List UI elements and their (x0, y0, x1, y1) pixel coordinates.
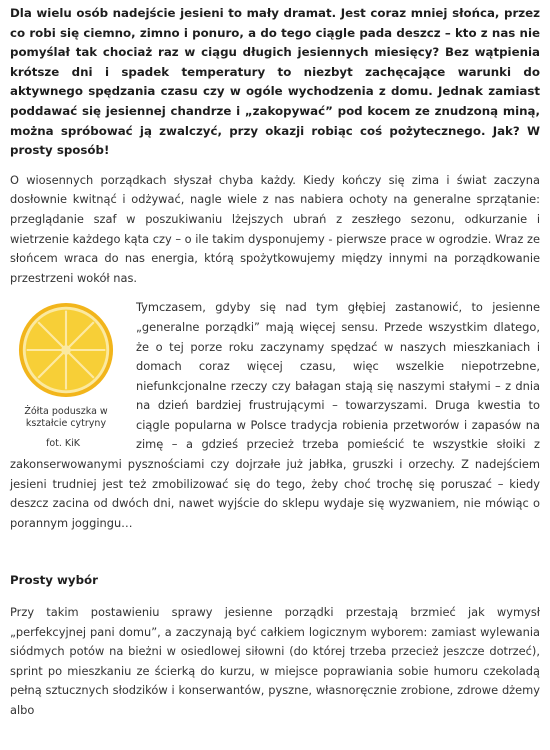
paragraph-spring-cleaning: O wiosennych porządkach słyszał chyba każdy. Kiedy kończy się zima i świat zaczyna dosłownie kwitnąć i odżywać, nagle wiele z nas nabiera ochoty na generalne sprzątanie: przeglądanie szaf w poszukiwaniu lżejszych ubrań z zeszłego sezonu, odkurzanie i wietrzenie każdego kąta czy – o ile takim dysponujemy - pierwsze prace w ogrodzie. Wraz ze słońcem wraca do nas energia, którą spożytkowujemy między innymi na porządkowanie przestrzeni wokół nas. (10, 172, 540, 285)
lemon-cushion-image (18, 302, 114, 398)
figure-credit: fot. KiK (45, 438, 81, 450)
lemon-figure (10, 302, 122, 450)
article (10, 4, 540, 721)
paragraph-autumn-cleaning: Tymczasem, gdyby się nad tym głębiej zastanowić, to jesienne „generalne porządki” mają więcej sensu. Przede wszystkim dlatego, że o tej porze roku zaczynamy spędzać w naszych mieszkaniach i domach coraz więcej czasu, więc wszelkie niepotrzebne, niefunkcjonalne rzeczy czy bałagan stają się naszymi stałymi – z dnia na dzień bardziej frustrującymi – towarzyszami. Druga kwestia to ciągle popularna w Polsce tradycja robienia przetworów i zapasów na zimę – a gdzieś przecież trzeba pomieścić te wszystkie słoiki z zakonserwowanymi pysznościami czy dojrzałe już jabłka, gruszki i orzechy. Z nadejściem jesieni trudniej jest też zmobilizować się do tego, żeby choć trochę się poruszać – kiedy deszcz zacina od dwóch dni, nawet wyjście do sklepu wydaje się wyzwaniem, nie mówiąc o porannym joggingu… (10, 300, 540, 530)
section-heading: Prosty wybór (10, 573, 98, 588)
paragraph-simple-choice: Przy takim postawieniu sprawy jesienne porządki przestają brzmieć jak wymysł „perfekcyjnej pani domu”, a zaczynają być całkiem logicznym wyborem: zamiast wylewania siódmych potów na bieżni w osiedlowej siłowni (do której trzeba przecież jeszcze dotrzeć), sprint po mieszkaniu ze ścierką do kurzu, w miejsce poprawiania sobie humoru czekoladą pełną sztucznych słodzików i konserwantów, pyszne, własnoręcznie zrobione, zdrowe dżemy albo (10, 605, 540, 717)
lead-paragraph: Dla wielu osób nadejście jesieni to mały dramat. Jest coraz mniej słońca, przez co robi się ciemno, zimno i ponuro, a do tego ciągle pada deszcz – kto z nas nie pomyślał tak chociaż raz w ciągu długich jesiennych miesięcy? Bez wątpienia krótsze dni i spadek temperatury to niezbyt zachęcające warunki do aktywnego spędzania czasu czy w ogóle wychodzenia z domu. Jednak zamiast poddawać się jesiennej chandrze i „zakopywać” pod kocem ze znudzoną miną, można spróbować ją zwalczyć, przy okazji robiąc coś pożytecznego. Jak? W prosty sposób! (10, 6, 540, 158)
figure-caption: Żółta poduszka w kształcie cytryny (24, 406, 108, 430)
